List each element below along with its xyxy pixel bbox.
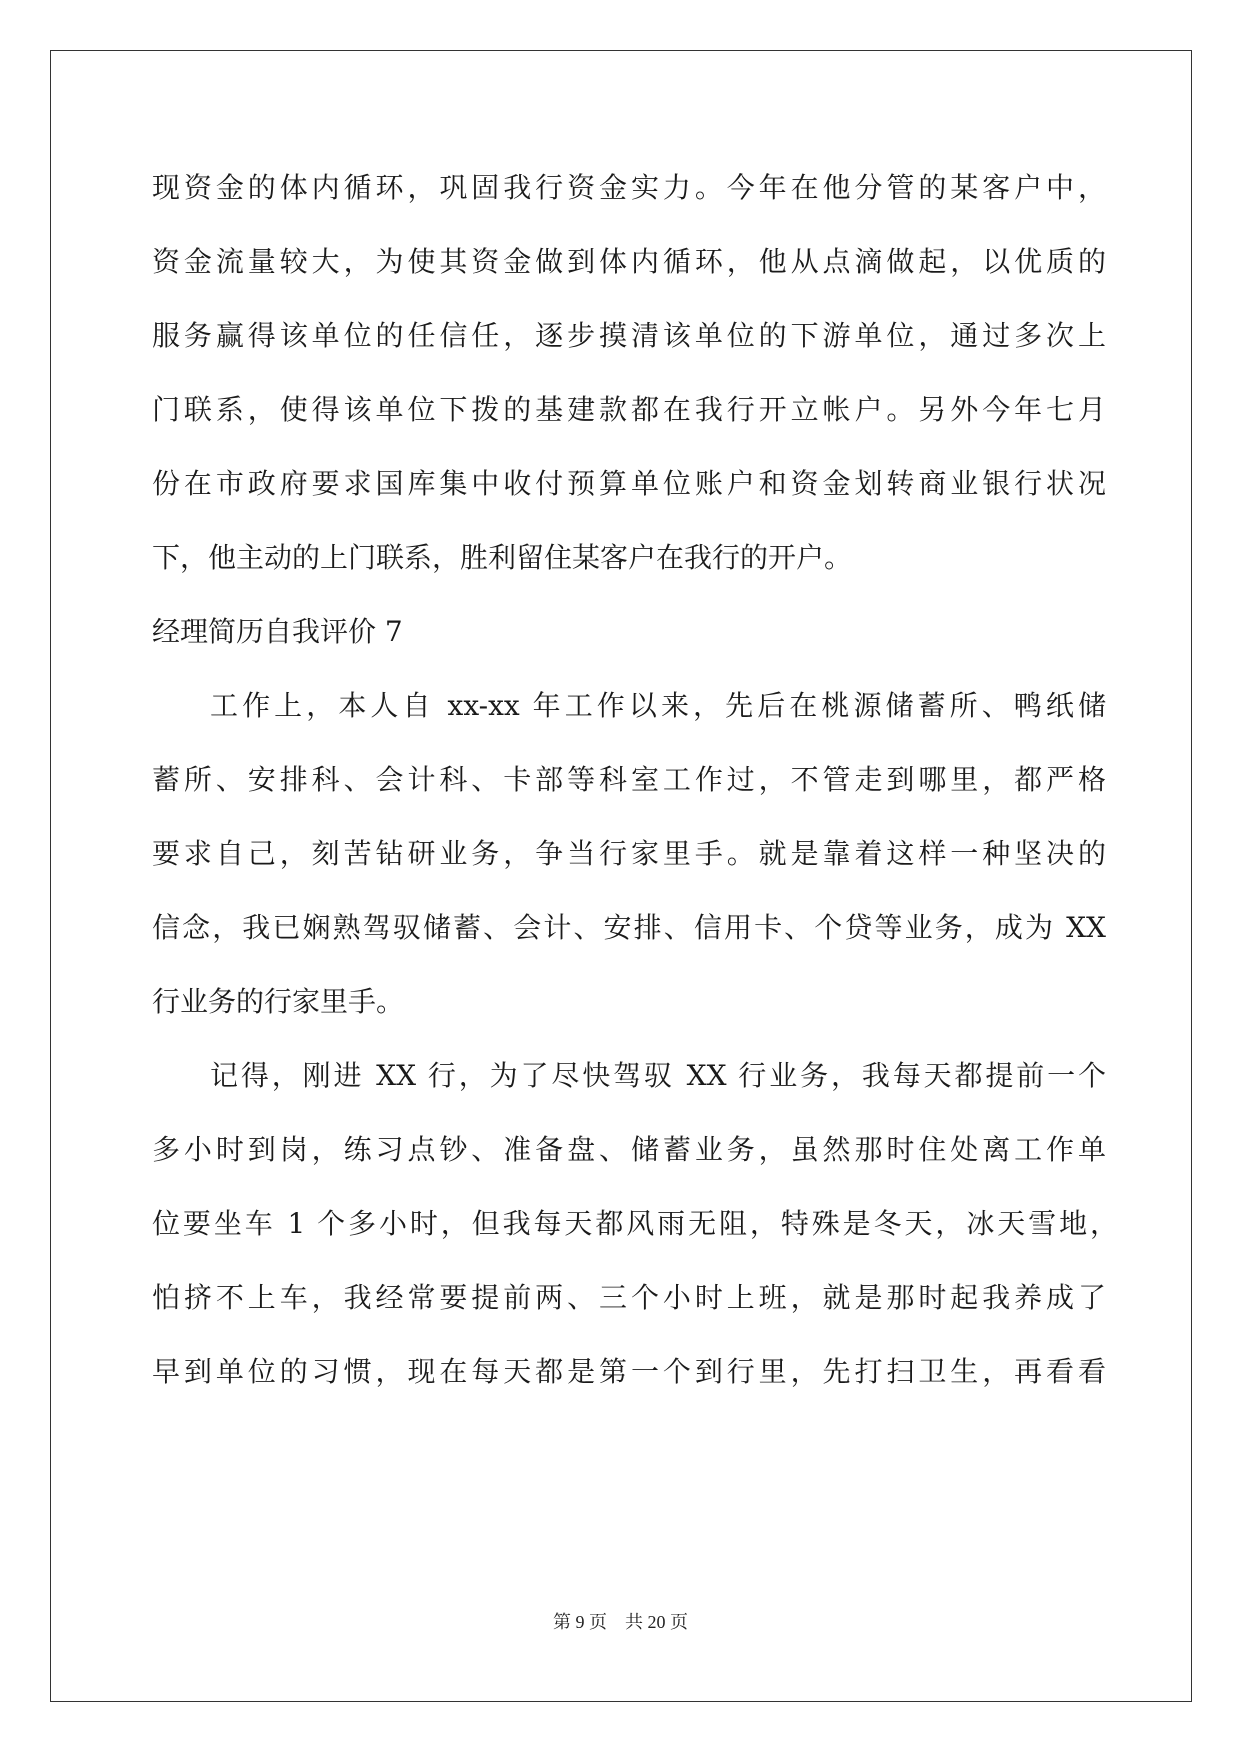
paragraph-line: 门联系，使得该单位下拨的基建款都在我行开立帐户。另外今年七月 <box>152 393 1106 426</box>
section-heading: 经理简历自我评价 7 <box>152 615 403 648</box>
paragraph-line: 服务赢得该单位的任信任，逐步摸清该单位的下游单位，通过多次上 <box>152 319 1106 352</box>
paragraph-line: 蓄所、安排科、会计科、卡部等科室工作过，不管走到哪里，都严格 <box>152 763 1106 796</box>
paragraph-line: 要求自己，刻苦钻研业务，争当行家里手。就是靠着这样一种坚决的 <box>152 837 1106 870</box>
paragraph-line: 工作上，本人自 xx-xx 年工作以来，先后在桃源储蓄所、鸭纸储 <box>210 689 1106 722</box>
paragraph-line: 记得，刚进 XX 行，为了尽快驾驭 XX 行业务，我每天都提前一个 <box>210 1059 1106 1092</box>
paragraph-line: 位要坐车 1 个多小时，但我每天都风雨无阻，特殊是冬天，冰天雪地， <box>152 1207 1118 1240</box>
page-border <box>50 50 1192 1702</box>
paragraph-line: 行业务的行家里手。 <box>152 985 405 1018</box>
paragraph-line: 多小时到岗，练习点钞、准备盘、储蓄业务，虽然那时住处离工作单 <box>152 1133 1106 1166</box>
paragraph-line: 现资金的体内循环，巩固我行资金实力。今年在他分管的某客户中， <box>152 171 1106 204</box>
paragraph-line: 早到单位的习惯，现在每天都是第一个到行里，先打扫卫生，再看看 <box>152 1355 1106 1388</box>
paragraph-line: 怕挤不上车，我经常要提前两、三个小时上班，就是那时起我养成了 <box>152 1281 1106 1314</box>
page-number-footer: 第 9 页 共 20 页 <box>553 1612 688 1632</box>
paragraph-line: 资金流量较大，为使其资金做到体内循环，他从点滴做起，以优质的 <box>152 245 1106 278</box>
paragraph-line: 信念，我已娴熟驾驭储蓄、会计、安排、信用卡、个贷等业务，成为 XX <box>152 911 1106 944</box>
paragraph-line: 下，他主动的上门联系，胜利留住某客户在我行的开户。 <box>152 541 853 574</box>
paragraph-line: 份在市政府要求国库集中收付预算单位账户和资金划转商业银行状况 <box>152 467 1106 500</box>
